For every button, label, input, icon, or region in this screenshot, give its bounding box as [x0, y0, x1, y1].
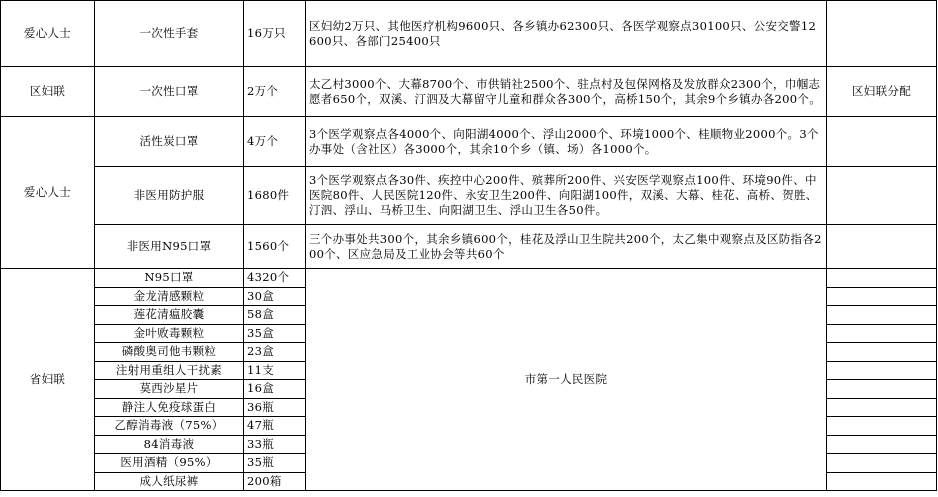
- table-row: [1, 117, 937, 167]
- distribution-cell: 3个医学观察点各4000个、向阳湖4000个、浮山2000个、环境1000个、桂顺物业2000个。3个办事处（含社区）各3000个，其余10个乡（镇、场）各1000个。: [306, 117, 827, 167]
- qty-cell: 16万只: [244, 1, 306, 67]
- table-row: [1, 269, 937, 288]
- distribution-cell: 三个办事处共300个，其余乡镇600个，桂花及浮山卫生院共200个，太乙集中观察点及区防指各200个、区应急局及工业协会等共60个: [306, 225, 827, 269]
- qty-cell: 200箱: [244, 472, 306, 491]
- item-cell: 静注人免疫球蛋白: [95, 398, 244, 417]
- note-cell: [827, 1, 937, 67]
- qty-cell: 30盒: [244, 287, 306, 306]
- table-row: [1, 1, 937, 67]
- qty-cell: 4万个: [244, 117, 306, 167]
- note-cell: [827, 225, 937, 269]
- note-cell: [827, 167, 937, 225]
- qty-cell: 33瓶: [244, 435, 306, 454]
- item-cell: 成人纸尿裤: [95, 472, 244, 491]
- distribution-cell: 3个医学观察点各30件、疾控中心200件、殡葬所200件、兴安医学观察点100件、环境90件、中医院80件、人民医院120件、永安卫生200件、向阳湖100件，双溪、大幕、桂花、高桥、贺胜、汀泗、浮山、马桥卫生、向阳湖卫生、浮山卫生各50件。: [306, 167, 827, 225]
- distribution-group-cell: 市第一人民医院: [306, 269, 827, 491]
- item-cell: N95口罩: [95, 269, 244, 288]
- item-cell: 金叶败毒颗粒: [95, 324, 244, 343]
- table-row: [1, 225, 937, 269]
- item-cell: 84消毒液: [95, 435, 244, 454]
- note-cell: [827, 417, 937, 436]
- item-cell: 活性炭口罩: [95, 117, 244, 167]
- distribution-cell: 太乙村3000个、大幕8700个、市供销社2500个、驻点村及包保网格及发放群众2300个，巾帼志愿者650个，双溪、汀泗及大幕留守儿童和群众各300个，高桥150个，其余9个乡镇办各200个。: [306, 67, 827, 117]
- item-cell: 金龙清感颗粒: [95, 287, 244, 306]
- note-cell: [827, 269, 937, 288]
- note-cell: [827, 454, 937, 473]
- donor-cell: 爱心人士: [1, 1, 95, 67]
- note-cell: [827, 398, 937, 417]
- item-cell: 莫西沙星片: [95, 380, 244, 399]
- note-cell: [827, 380, 937, 399]
- donor-group-cell: 省妇联: [1, 269, 95, 491]
- qty-cell: 23盒: [244, 343, 306, 362]
- note-cell: 区妇联分配: [827, 67, 937, 117]
- note-cell: [827, 435, 937, 454]
- qty-cell: 4320个: [244, 269, 306, 288]
- donor-cell: 区妇联: [1, 67, 95, 117]
- qty-cell: 2万个: [244, 67, 306, 117]
- note-cell: [827, 472, 937, 491]
- qty-cell: 1560个: [244, 225, 306, 269]
- distribution-cell: 区妇幼2万只、其他医疗机构9600只、各乡镇办62300只、各医学观察点30100只、公安交警12600只、各部门25400只: [306, 1, 827, 67]
- note-cell: [827, 324, 937, 343]
- qty-cell: 36瓶: [244, 398, 306, 417]
- qty-cell: 58盒: [244, 306, 306, 325]
- qty-cell: 35盒: [244, 324, 306, 343]
- item-cell: 非医用防护服: [95, 167, 244, 225]
- item-cell: 乙醇消毒液（75%）: [95, 417, 244, 436]
- qty-cell: 16盒: [244, 380, 306, 399]
- table-row: [1, 167, 937, 225]
- note-cell: [827, 306, 937, 325]
- item-cell: 莲花清瘟胶囊: [95, 306, 244, 325]
- item-cell: 注射用重组人干扰素: [95, 361, 244, 380]
- note-cell: [827, 287, 937, 306]
- item-cell: 一次性口罩: [95, 67, 244, 117]
- item-cell: 一次性手套: [95, 1, 244, 67]
- note-cell: [827, 361, 937, 380]
- note-cell: [827, 343, 937, 362]
- item-cell: 磷酸奥司他韦颗粒: [95, 343, 244, 362]
- item-cell: 非医用N95口罩: [95, 225, 244, 269]
- donor-group-cell: 爱心人士: [1, 117, 95, 269]
- table-row: [1, 67, 937, 117]
- qty-cell: 1680件: [244, 167, 306, 225]
- note-cell: [827, 117, 937, 167]
- qty-cell: 11支: [244, 361, 306, 380]
- qty-cell: 47瓶: [244, 417, 306, 436]
- item-cell: 医用酒精（95%）: [95, 454, 244, 473]
- qty-cell: 35瓶: [244, 454, 306, 473]
